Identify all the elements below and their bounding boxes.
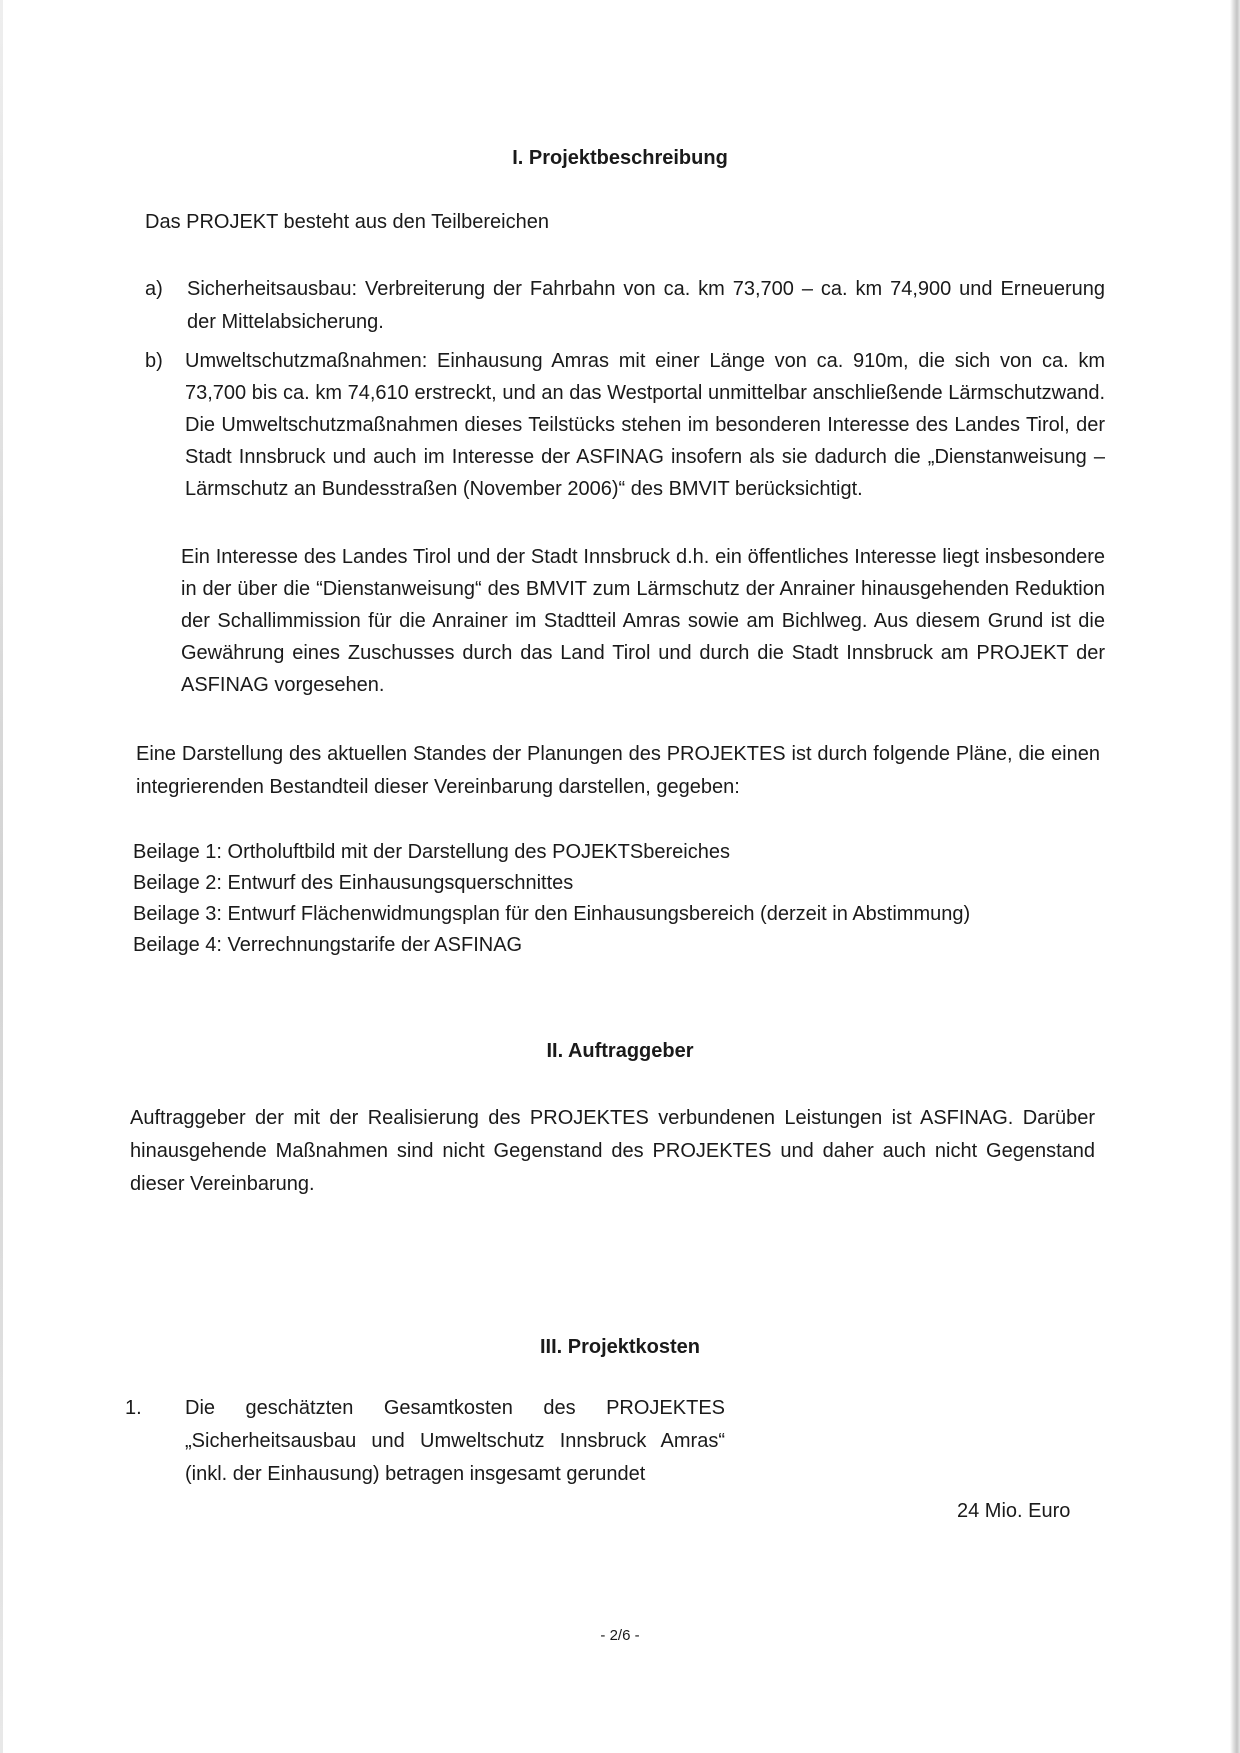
section-3-heading: III. Projektkosten [539, 1336, 701, 1358]
plans-intro: Eine Darstellung des aktuellen Standes der Planungen des PROJEKTES ist durch folgende Pläne, die einen integrierenden Bestandteil dieser Vereinbarung darstellen, gegeben: [136, 743, 1100, 798]
beilage-4: Beilage 4: Verrechnungstarife der ASFINAG [133, 934, 523, 956]
beilage-3: Beilage 3: Entwurf Flächenwidmungsplan für den Einhausungsbereich (derzeit in Abstimmung) [133, 903, 971, 925]
list-label-b: b) [145, 350, 163, 372]
cost-item-number: 1. [125, 1397, 142, 1419]
scan-edge-left [0, 0, 3, 1753]
intro-text: Das PROJEKT besteht aus den Teilbereichen [145, 211, 549, 233]
cost-amount: 24 Mio. Euro [957, 1500, 1071, 1522]
list-text-b: Umweltschutzmaßnahmen: Einhausung Amras mit einer Länge von ca. 910m, die sich von ca. km 73,700 bis ca. km 74,610 erstreckt, und an das Westportal unmittelbar anschließende Lärmschutzwand. Die Umweltschutzmaßnahmen dieses Teilstücks stehen im besonderen Interesse des Landes Tirol, der Stadt Innsbruck und auch im Interesse der ASFINAG insofern als sie dadurch die „Dienstanweisung – Lärmschutz an Bundesstraßen (November 2006)“ des BMVIT berücksichtigt. [185, 350, 1105, 500]
list-text-a: Sicherheitsausbau: Verbreiterung der Fahrbahn von ca. km 73,700 – ca. km 74,900 und Erneuerung der Mittelabsicherung. [187, 278, 1105, 333]
scan-edge-right [1230, 0, 1240, 1753]
beilage-1: Beilage 1: Ortholuftbild mit der Darstellung des POJEKTSbereiches [133, 841, 730, 863]
beilage-2: Beilage 2: Entwurf des Einhausungsquerschnittes [133, 872, 574, 894]
section-2-heading: II. Auftraggeber [546, 1040, 694, 1062]
section-2-text: Auftraggeber der mit der Realisierung des PROJEKTES verbundenen Leistungen ist ASFINAG. Darüber hinausgehende Maßnahmen sind nicht Gegenstand des PROJEKTES und daher auch nicht Gegenstand dieser Vereinbarung. [130, 1107, 1095, 1195]
list-text-b-continued: Ein Interesse des Landes Tirol und der Stadt Innsbruck d.h. ein öffentliches Interesse liegt insbesondere in der über die “Dienstanweisung“ des BMVIT zum Lärmschutz der Anrainer hinausgehenden Reduktion der Schallimmission für die Anrainer im Stadtteil Amras sowie am Bichlweg. Aus diesem Grund ist die Gewährung eines Zuschusses durch das Land Tirol und durch die Stadt Innsbruck am PROJEKT der ASFINAG vorgesehen. [181, 546, 1105, 696]
page-number: - 2/6 - [600, 1627, 640, 1644]
cost-item-text: Die geschätzten Gesamtkosten des PROJEKTES „Sicherheitsausbau und Umweltschutz Innsbruck Amras“ (inkl. der Einhausung) betragen insgesamt gerundet [185, 1397, 725, 1485]
list-label-a: a) [145, 278, 163, 300]
list-item-a [145, 273, 1105, 339]
list-item-b [145, 345, 1105, 705]
section-1-heading: I. Projektbeschreibung [512, 147, 728, 169]
